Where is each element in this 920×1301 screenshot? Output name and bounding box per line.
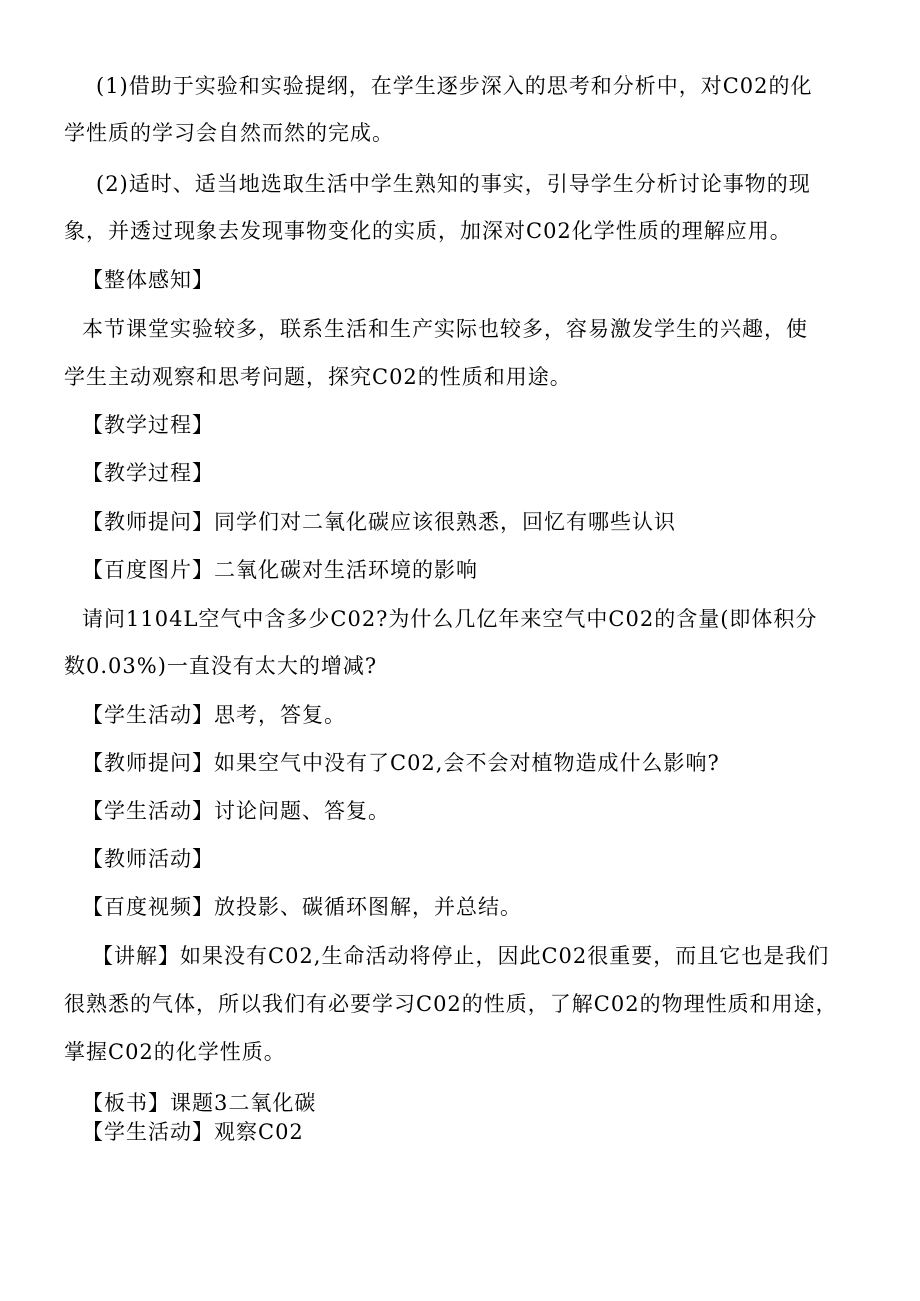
text-line: 【学生活动】讨论问题、答复。 — [82, 799, 390, 823]
section-heading: 【教学过程】 — [82, 413, 214, 437]
text-line: 【教师提问】同学们对二氧化碳应该很熟悉，回忆有哪些认识 — [82, 510, 676, 534]
text-line: 数0.03%)一直没有太大的增减? — [64, 654, 378, 678]
text-line: 很熟悉的气体，所以我们有必要学习C02的性质，了解C02的物理性质和用途， — [64, 992, 838, 1016]
text-line: 象，并透过现象去发现事物变化的实质，加深对C02化学性质的理解应用。 — [64, 219, 792, 243]
text-line: 【讲解】如果没有C02,生命活动将停止，因此C02很重要，而且它也是我们 — [92, 944, 830, 968]
section-heading: 【教学过程】 — [82, 461, 214, 485]
text-line: 学性质的学习会自然而然的完成。 — [64, 121, 394, 145]
section-heading: 【教师活动】 — [82, 847, 214, 871]
text-line: (2)适时、适当地选取生活中学生熟知的事实，引导学生分析讨论事物的现 — [96, 172, 811, 196]
text-line: 【学生活动】观察C02 — [82, 1120, 304, 1144]
text-line: (1)借助于实验和实验提纲，在学生逐步深入的思考和分析中，对C02的化 — [96, 74, 813, 98]
text-line: 本节课堂实验较多，联系生活和生产实际也较多，容易激发学生的兴趣，使 — [82, 317, 808, 341]
text-line: 请问1104L空气中含多少C02?为什么几亿年来空气中C02的含量(即体积分 — [82, 607, 818, 631]
text-line: 【百度视频】放投影、碳循环图解，并总结。 — [82, 895, 522, 919]
text-line: 【教师提问】如果空气中没有了C02,会不会对植物造成什么影响? — [82, 751, 720, 775]
section-heading: 【整体感知】 — [82, 268, 214, 292]
text-line: 学生主动观察和思考问题，探究C02的性质和用途。 — [64, 365, 572, 389]
text-line: 【板书】课题3二氧化碳 — [82, 1091, 317, 1115]
text-line: 【百度图片】二氧化碳对生活环境的影响 — [82, 558, 478, 582]
text-line: 掌握C02的化学性质。 — [64, 1040, 286, 1064]
text-line: 【学生活动】思考，答复。 — [82, 703, 346, 727]
